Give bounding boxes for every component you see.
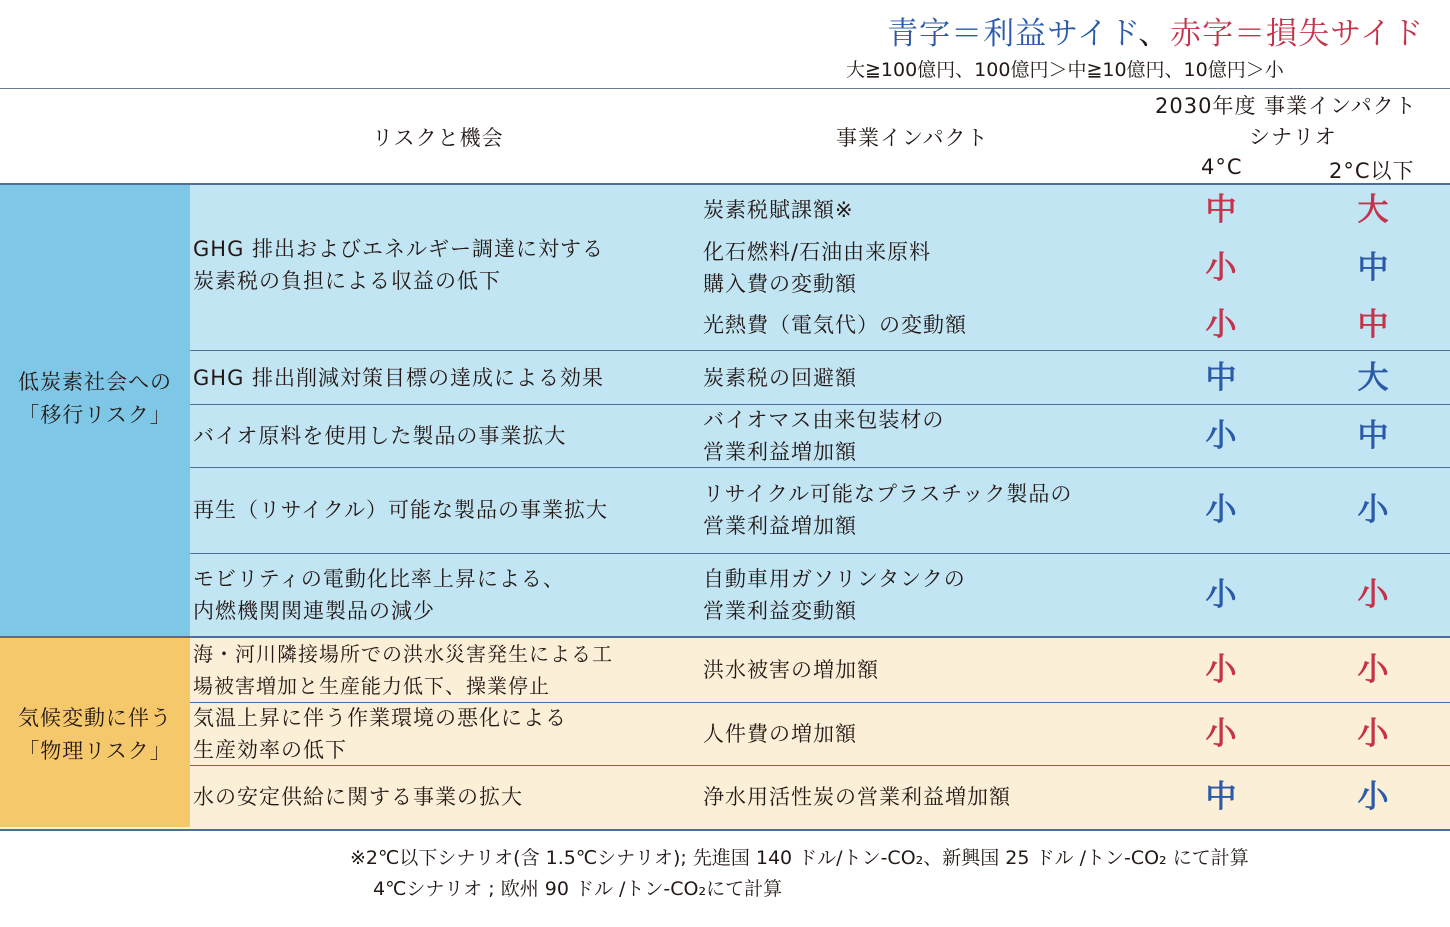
column-header-year: 2030年度 事業インパクト [1155,94,1417,118]
impact-4c-mark: 中 [1205,360,1237,396]
impact-4c-mark: 小 [1205,250,1237,286]
risk-cell: 海・河川隣接場所での洪水災害発生による工 場被害増加と生産能力低下、操業停止 [193,642,613,698]
impact-4c-mark: 小 [1205,307,1237,343]
impact-cell: 洪水被害の増加額 [703,658,879,682]
transition-category-label: 低炭素社会への 「移行リスク」 [18,370,172,427]
risk-cell: GHG 排出削減対策目標の達成による効果 [193,366,605,390]
legend-separator: 、 [1138,16,1171,52]
impact-cell: 自動車用ガソリンタンクの 営業利益変動額 [703,567,966,623]
impact-4c-mark: 小 [1205,418,1237,454]
header-top-rule [0,88,1450,89]
impact-4c-mark: 中 [1205,192,1237,228]
column-header-scenario: シナリオ [1249,125,1337,149]
impact-cell: 光熱費（電気代）の変動額 [703,313,967,337]
row-divider [190,553,1450,554]
risk-cell: モビリティの電動化比率上昇による、 内燃機関関連製品の減少 [193,567,565,623]
impact-4c-mark: 小 [1205,652,1237,688]
impact-4c-mark: 小 [1205,716,1237,752]
impact-cell: リサイクル可能なプラスチック製品の 営業利益増加額 [703,482,1073,538]
column-header-2c: 2°C以下 [1329,159,1415,183]
impact-cell: 人件費の増加額 [703,722,857,746]
impact-2c-mark: 小 [1357,577,1389,613]
impact-2c-mark: 小 [1357,716,1389,752]
impact-cell: 炭素税の回避額 [703,366,857,390]
impact-4c-mark: 中 [1205,779,1237,815]
legend-profit-label: 青字＝利益サイド [887,16,1139,52]
impact-4c-mark: 小 [1205,577,1237,613]
impact-2c-mark: 中 [1357,250,1389,286]
impact-cell: 化石燃料/石油由来原料 購入費の変動額 [703,240,932,296]
impact-2c-mark: 中 [1357,307,1389,343]
column-header-4c: 4°C [1201,155,1243,179]
impact-cell: 浄水用活性炭の営業利益増加額 [703,785,1011,809]
impact-cell: 炭素税賦課額※ [703,198,854,222]
impact-2c-mark: 小 [1357,652,1389,688]
footnote-4c-scenario: 4℃シナリオ ; 欧州 90 ドル /トン-CO₂にて計算 [373,878,783,900]
scale-legend: 大≧100億円、100億円＞中≧10億円、10億円＞小 [846,59,1284,81]
risk-cell: 再生（リサイクル）可能な製品の事業拡大 [193,498,609,522]
column-header-risk: リスクと機会 [372,126,504,150]
impact-2c-mark: 小 [1357,492,1389,528]
footnote-2c-scenario: ※2℃以下シナリオ(含 1.5℃シナリオ); 先進国 140 ドル/トン-CO₂、新興国 25 ドル /トン-CO₂ にて計算 [350,847,1249,869]
color-legend [887,8,1424,53]
legend-loss-label: 赤字＝損失サイド [1170,16,1424,52]
impact-2c-mark: 大 [1357,360,1389,396]
risk-cell: バイオ原料を使用した製品の事業拡大 [193,424,567,448]
risk-cell: 気温上昇に伴う作業環境の悪化による 生産効率の低下 [193,706,567,762]
column-header-impact: 事業インパクト [836,126,989,150]
risk-cell: 水の安定供給に関する事業の拡大 [193,785,523,809]
impact-2c-mark: 中 [1357,418,1389,454]
risk-cell: GHG 排出およびエネルギー調達に対する 炭素税の負担による収益の低下 [193,237,605,293]
impact-2c-mark: 小 [1357,779,1389,815]
impact-cell: バイオマス由来包装材の 営業利益増加額 [703,408,945,464]
physical-category-label: 気候変動に伴う 「物理リスク」 [18,706,172,763]
impact-2c-mark: 大 [1357,192,1389,228]
row-divider [190,350,1450,351]
impact-4c-mark: 小 [1205,492,1237,528]
